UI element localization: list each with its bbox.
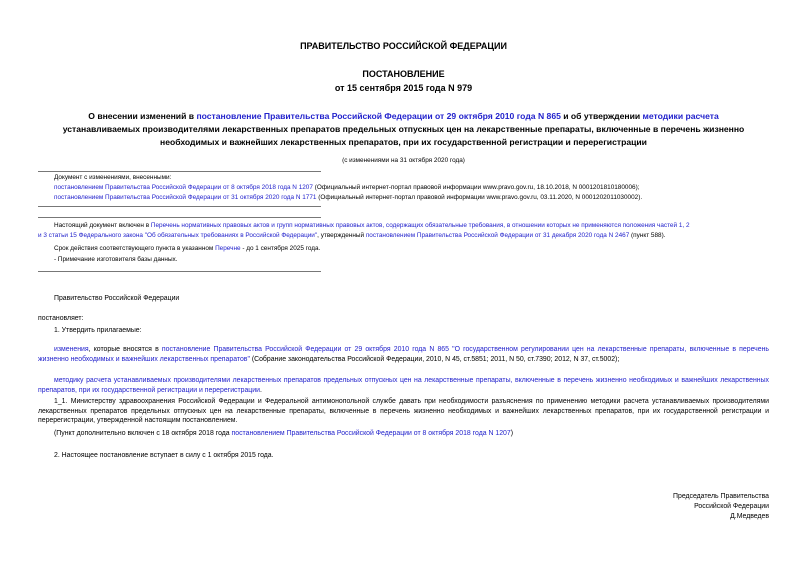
- requirements-list-link[interactable]: Перечень нормативных правовых актов и групп нормативных правовых актов, содержащих обязательные требования, в отношении которых не применяются положения частей 1, 2: [150, 222, 690, 229]
- signature-country: Российской Федерации: [694, 503, 769, 510]
- divider: [38, 271, 321, 272]
- resolution-1207-link[interactable]: постановлением Правительства Российской Федерации от 8 октября 2018 года N 1207: [231, 430, 511, 437]
- divider: [38, 206, 321, 207]
- resolution-865-link[interactable]: постановление Правительства Российской Федерации от 29 октября 2010 года N 865: [196, 111, 561, 121]
- notice-line-2: и 3 статьи 15 Федерального закона "Об обязательных требованиях в Российской Федерации", утвержденный постановлением Правительства Российской Федерации от 31 декабря 2020 года N 2467 (пункт 588).: [38, 232, 666, 239]
- paragraph-1-1: 1_1. Министерству здравоохранения Российской Федерации и Федеральной антимонопольной службе давать при необходимости разъяснения по применению методики расчета устанавливаемых производителями лекарственных препаратов предельных отпускных цен на лекарственные препараты, включенные в перечень жизненно необходимых и важнейших лекарственных препаратов, при их государственной регистрации и перерегистрации, утвержденной настоящим постановлением.: [38, 398, 769, 425]
- amendment-note: (с изменениями на 31 октября 2020 года): [342, 157, 465, 164]
- title-line-3: необходимых и важнейших лекарственных препаратов, при их государственной регистрации и перерегистрации: [160, 137, 647, 147]
- change-1771-link[interactable]: постановлением Правительства Российской Федерации от 31 октября 2020 года N 1771: [54, 194, 317, 201]
- item-1: 1. Утвердить прилагаемые:: [54, 327, 142, 334]
- changes-heading: Документ с изменениями, внесенными:: [54, 174, 172, 181]
- resolution-2467-link[interactable]: постановлением Правительства Российской Федерации от 31 декабря 2020 года N 2467: [365, 232, 630, 239]
- title-line-2: устанавливаемых производителями лекарственных препаратов предельных отпускных цен на лекарственные препараты, включенные в перечень жизненно: [62, 124, 745, 134]
- federal-law-link[interactable]: и 3 статьи 15 Федерального закона "Об обязательных требованиях в Российской Федерации": [38, 232, 318, 239]
- document-date-number: от 15 сентября 2015 года N 979: [334, 83, 473, 93]
- government-name: Правительство Российской Федерации: [54, 295, 180, 302]
- title-line-1: О внесении изменений в постановление Правительства Российской Федерации от 29 октября 2010 года N 865 и об утверждении методики расчета: [88, 111, 719, 121]
- list-link[interactable]: Перечне: [215, 245, 241, 252]
- signature-name: Д.Медведев: [730, 513, 769, 520]
- notice-line-1: Настоящий документ включен в Перечень нормативных правовых актов и групп нормативных правовых актов, содержащих обязательные требования, в отношении которых не применяются положения частей 1, 2: [54, 222, 690, 229]
- government-heading: ПРАВИТЕЛЬСТВО РОССИЙСКОЙ ФЕДЕРАЦИИ: [300, 41, 507, 51]
- signature-position: Председатель Правительства: [673, 493, 769, 500]
- item-2: 2. Настоящее постановление вступает в силу с 1 октября 2015 года.: [54, 452, 274, 459]
- resolution-865-full-link[interactable]: постановление Правительства Российской Федерации от 29 октября 2010 года N 865 "О государственном регулировании цен на лекарственные препараты, включенные в перечень жизненно необходимых и важнейших лекарственных препаратов": [38, 346, 769, 363]
- change-item-1: постановлением Правительства Российской Федерации от 8 октября 2018 года N 1207 (Официальный интернет-портал правовой информации www.pravo.gov.ru, 18.10.2018, N 0001201810180006);: [54, 184, 640, 191]
- change-1207-link[interactable]: постановлением Правительства Российской Федерации от 8 октября 2018 года N 1207: [54, 184, 313, 191]
- paragraph-methodology: методику расчета устанавливаемых производителями лекарственных препаратов предельных отпускных цен на лекарственные препараты, включенные в перечень жизненно необходимых и важнейших лекарственных препаратов, при их государственной регистрации и перерегистрации.: [38, 377, 769, 394]
- notice-line-3: Срок действия соответствующего пункта в указанном Перечне - до 1 сентября 2025 года.: [54, 245, 321, 252]
- document-type: ПОСТАНОВЛЕНИЕ: [362, 69, 445, 79]
- methodology-full-link[interactable]: методику расчета устанавливаемых производителями лекарственных препаратов предельных отпускных цен на лекарственные препараты, включенные в перечень жизненно необходимых и важнейших лекарственных препаратов, при их государственной регистрации и перерегистрации: [38, 377, 769, 394]
- resolves-label: постановляет:: [38, 315, 84, 322]
- notice-line-4: - Примечание изготовителя базы данных.: [54, 256, 178, 263]
- divider: [38, 171, 321, 172]
- changes-link[interactable]: изменения: [54, 346, 89, 353]
- divider: [38, 217, 321, 218]
- document-title: [0, 110, 807, 149]
- paragraph-changes: изменения, которые вносятся в постановление Правительства Российской Федерации от 29 октября 2010 года N 865 "О государственном регулировании цен на лекарственные препараты, включенные в перечень жизненно необходимых и важнейших лекарственных препаратов" (Собрание законодательства Российской Федерации, 2010, N 45, ст.5851; 2011, N 50, ст.7390; 2012, N 37, ст.5002);: [38, 346, 769, 363]
- paragraph-note: (Пункт дополнительно включен с 18 октября 2018 года постановлением Правительства Российской Федерации от 8 октября 2018 года N 1207): [54, 430, 514, 437]
- methodology-link[interactable]: методики расчета: [642, 111, 719, 121]
- change-item-2: постановлением Правительства Российской Федерации от 31 октября 2020 года N 1771 (Официальный интернет-портал правовой информации www.pravo.gov.ru, 03.11.2020, N 0001202011030002).: [54, 194, 643, 201]
